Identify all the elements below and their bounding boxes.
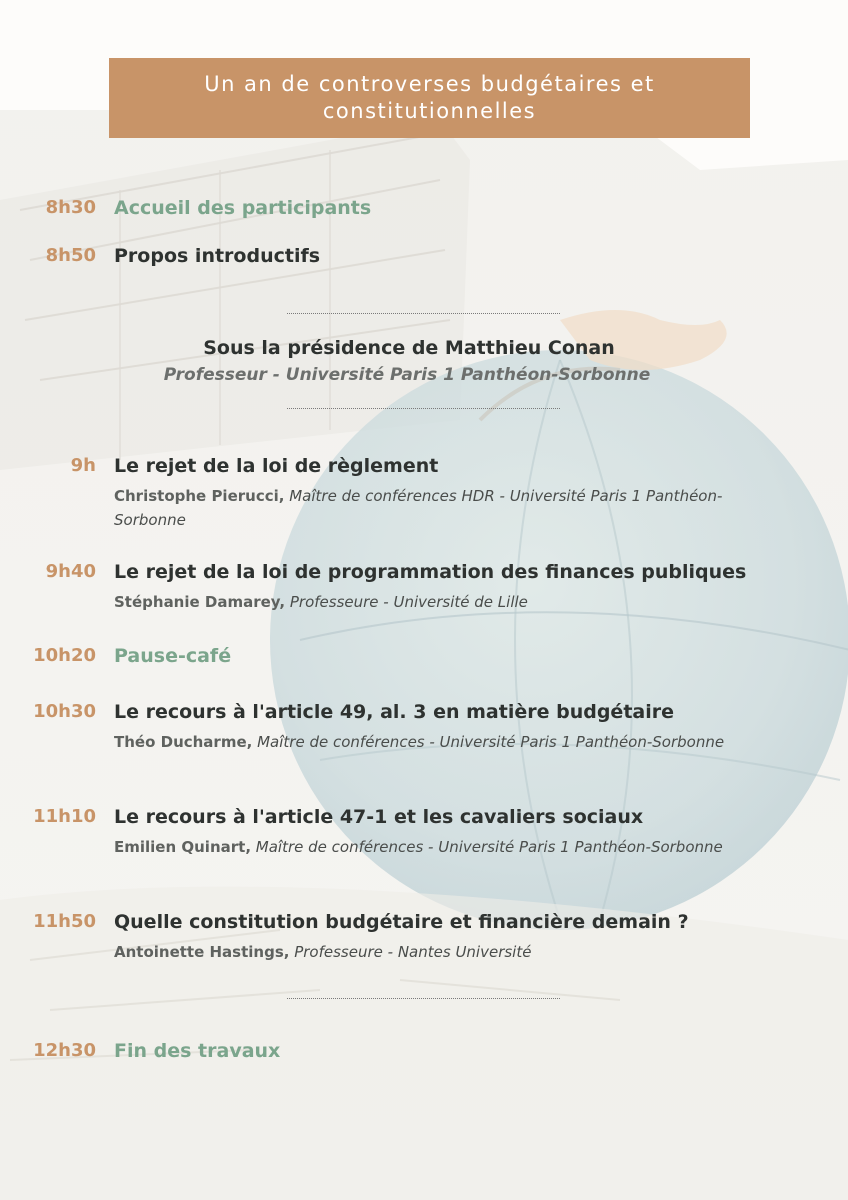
speaker-line bbox=[114, 940, 734, 964]
session-title: Fin des travaux bbox=[114, 1040, 281, 1062]
time-label: 9h40 bbox=[45, 561, 96, 582]
speaker-role: Professeure - Nantes Université bbox=[289, 943, 532, 961]
time-label: 11h50 bbox=[33, 911, 96, 932]
header-banner bbox=[109, 58, 750, 138]
session-title: Le recours à l'article 49, al. 3 en matière budgétaire bbox=[114, 701, 674, 723]
chair-title: Sous la présidence de Matthieu Conan bbox=[203, 337, 615, 359]
speaker-role: Maître de conférences - Université Paris 1 Panthéon-Sorbonne bbox=[252, 733, 725, 751]
speaker-role: Professeure - Université de Lille bbox=[285, 593, 528, 611]
session-title: Le recours à l'article 47-1 et les cavaliers sociaux bbox=[114, 806, 644, 828]
speaker-name: Christophe Pierucci, bbox=[114, 487, 285, 505]
header-title-line2: constitutionnelles bbox=[322, 99, 537, 123]
session-title: Propos introductifs bbox=[114, 245, 321, 267]
session-title: Quelle constitution budgétaire et financière demain ? bbox=[114, 911, 689, 933]
speaker-role: Maître de conférences HDR - Université Paris 1 Panthéon-Sorbonne bbox=[114, 487, 723, 529]
time-label: 10h30 bbox=[33, 701, 96, 722]
session-title: Pause-café bbox=[114, 645, 232, 667]
session-title: Accueil des participants bbox=[114, 197, 372, 219]
divider bbox=[287, 998, 560, 999]
chair-subtitle: Professeur - Université Paris 1 Panthéon-Sorbonne bbox=[163, 365, 651, 385]
speaker-line bbox=[114, 484, 734, 532]
time-label: 9h bbox=[70, 455, 96, 476]
divider bbox=[287, 408, 560, 409]
session-title: Le rejet de la loi de règlement bbox=[114, 455, 439, 477]
speaker-line bbox=[114, 835, 734, 859]
time-label: 12h30 bbox=[33, 1040, 96, 1061]
speaker-line bbox=[114, 730, 734, 754]
speaker-name: Antoinette Hastings, bbox=[114, 943, 290, 961]
speaker-name: Théo Ducharme, bbox=[114, 733, 253, 751]
speaker-role: Maître de conférences - Université Paris 1 Panthéon-Sorbonne bbox=[251, 838, 723, 856]
speaker-line bbox=[114, 590, 734, 614]
speaker-name: Stéphanie Damarey, bbox=[114, 593, 286, 611]
time-label: 11h10 bbox=[33, 806, 96, 827]
header-title-line1: Un an de controverses budgétaires et bbox=[204, 72, 655, 96]
time-label: 8h30 bbox=[45, 197, 96, 218]
divider bbox=[287, 313, 560, 314]
speaker-name: Emilien Quinart, bbox=[114, 838, 252, 856]
session-title: Le rejet de la loi de programmation des finances publiques bbox=[114, 561, 747, 583]
time-label: 10h20 bbox=[33, 645, 96, 666]
time-label: 8h50 bbox=[45, 245, 96, 266]
